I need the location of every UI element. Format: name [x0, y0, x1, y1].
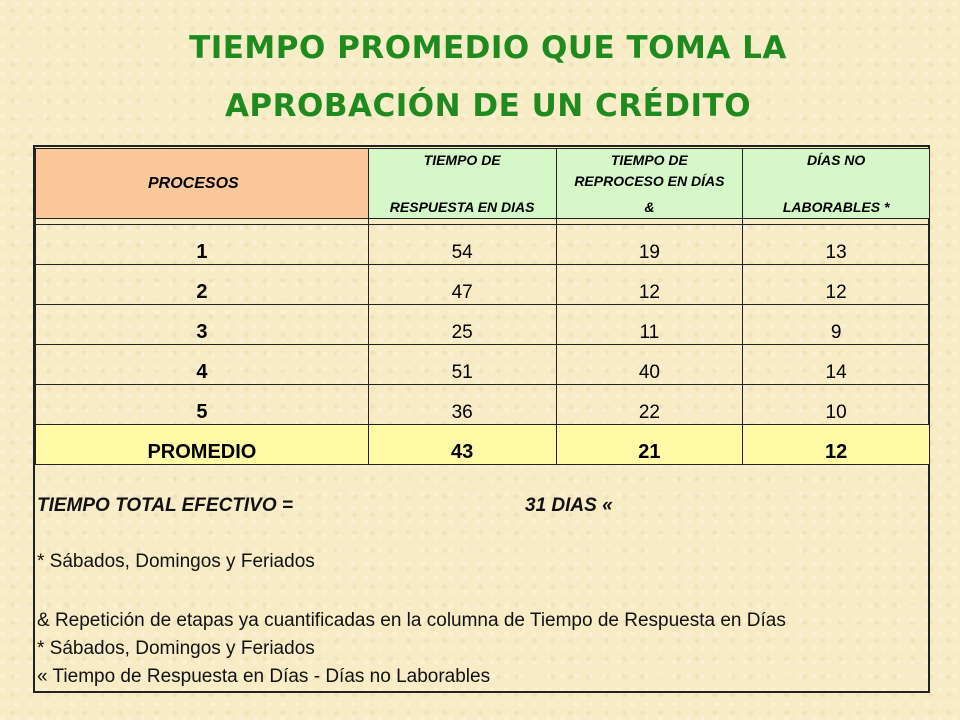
proceso-cell: 3: [36, 305, 369, 345]
header-line: DÍAS NO: [806, 152, 866, 168]
header-line: TIEMPO DE: [610, 152, 688, 168]
table-row: [36, 305, 930, 345]
respuesta-cell: 36: [368, 385, 556, 425]
header-tiempo-reproceso: [556, 149, 743, 219]
header-dias-no-laborables: [743, 149, 930, 219]
note-tiempo-respuesta: « Tiempo de Respuesta en Días - Días no Laborables: [37, 666, 491, 687]
header-line: LABORABLES *: [782, 199, 890, 215]
no-laborables-cell: 10: [743, 385, 930, 425]
header-tiempo-respuesta: [368, 149, 556, 219]
proceso-cell: 4: [36, 345, 369, 385]
title-line-1: TIEMPO PROMEDIO QUE TOMA LA: [189, 30, 787, 66]
no-laborables-cell: 12: [743, 265, 930, 305]
table-header-row: [36, 149, 930, 219]
promedio-respuesta: 43: [368, 425, 556, 465]
total-value: 31 DIAS «: [525, 495, 613, 516]
header-procesos: PROCESOS: [36, 149, 369, 219]
total-efectivo: [37, 495, 613, 517]
reproceso-cell: 11: [556, 305, 743, 345]
proceso-cell: 5: [36, 385, 369, 425]
reproceso-cell: 19: [556, 225, 743, 265]
total-label: TIEMPO TOTAL EFECTIVO =: [37, 495, 293, 516]
respuesta-cell: 51: [368, 345, 556, 385]
reproceso-cell: 22: [556, 385, 743, 425]
promedio-row: [36, 425, 930, 465]
header-line: &: [644, 199, 655, 215]
promedio-no-laborables: 12: [743, 425, 930, 465]
table-row: [36, 225, 930, 265]
no-laborables-cell: 9: [743, 305, 930, 345]
note-repeticion: & Repetición de etapas ya cuantificadas en la columna de Tiempo de Respuesta en Días: [37, 610, 786, 631]
table-row: [36, 265, 930, 305]
reproceso-cell: 12: [556, 265, 743, 305]
header-line: RESPUESTA EN DIAS: [389, 199, 535, 215]
processes-table: [35, 148, 930, 465]
table-row: [36, 385, 930, 425]
table-row: [36, 345, 930, 385]
respuesta-cell: 47: [368, 265, 556, 305]
respuesta-cell: 54: [368, 225, 556, 265]
note-sabados-2: * Sábados, Domingos y Feriados: [37, 638, 315, 659]
proceso-cell: 2: [36, 265, 369, 305]
title-line-2: APROBACIÓN DE UN CRÉDITO: [224, 88, 752, 124]
no-laborables-cell: 14: [743, 345, 930, 385]
respuesta-cell: 25: [368, 305, 556, 345]
header-line: TIEMPO DE: [423, 152, 501, 168]
note-sabados: * Sábados, Domingos y Feriados: [37, 551, 315, 572]
no-laborables-cell: 13: [743, 225, 930, 265]
header-line: REPROCESO EN DÍAS: [574, 173, 725, 189]
reproceso-cell: 40: [556, 345, 743, 385]
promedio-label: PROMEDIO: [36, 425, 369, 465]
proceso-cell: 1: [36, 225, 369, 265]
promedio-reproceso: 21: [556, 425, 743, 465]
